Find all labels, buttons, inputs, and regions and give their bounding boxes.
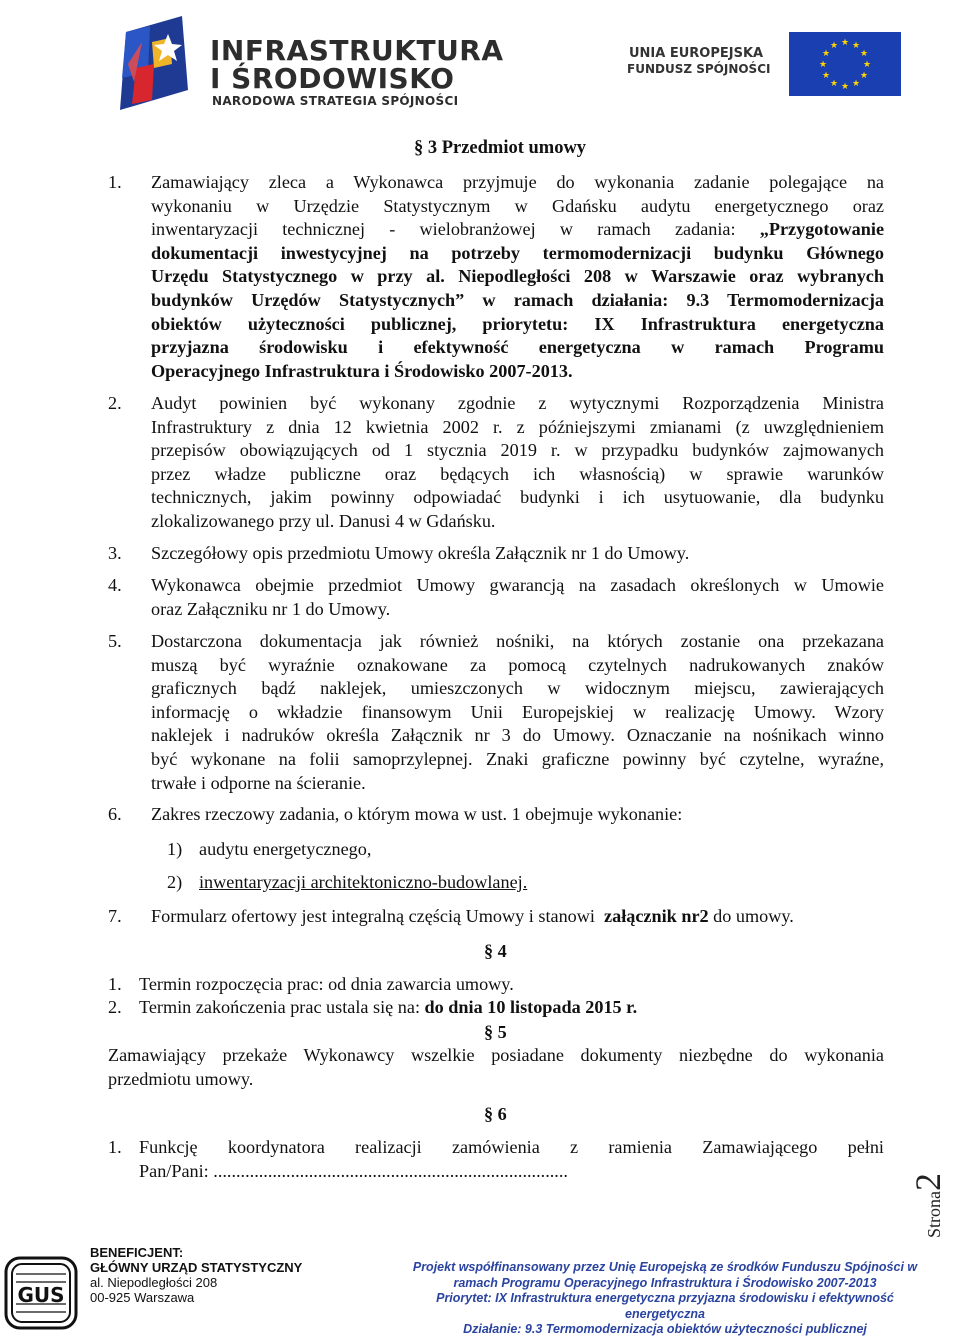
gus-emblem-icon [0, 1252, 86, 1338]
item-number: 1. [108, 172, 122, 192]
text-line: trwałe i odporne na ścieranie. [151, 772, 366, 793]
footer-line: BENEFICJENT: [90, 1245, 184, 1260]
text-line: przyjazna środowisku i efektywność energetyczna w ramach Programu [151, 337, 884, 358]
logo-ue-line1: UNIA EUROPEJSKA [629, 46, 764, 61]
logo-ue-line2: FUNDUSZ SPÓJNOŚCI [627, 62, 771, 76]
logo-is-line3: NARODOWA STRATEGIA SPÓJNOŚCI [212, 94, 459, 108]
item-number: 6. [108, 804, 122, 824]
footer-line: GŁÓWNY URZĄD STATYSTYCZNY [90, 1260, 303, 1275]
svg-text:★: ★ [840, 82, 850, 92]
footer-line: Działanie: 9.3 Termomodernizacja obiektów użyteczności publicznej [463, 1322, 867, 1336]
item-number: 2. [108, 997, 122, 1017]
footer-line: Priorytet: IX Infrastruktura energetyczna przyjazna środowisku i efektywność [436, 1291, 894, 1305]
text-plain: do umowy. [713, 906, 794, 926]
section-4-item-2 [139, 996, 637, 1020]
section-3-item-6: Zakres rzeczowy zadania, o którym mowa w ust. 1 obejmuje wykonanie: [151, 804, 683, 824]
svg-text:★: ★ [821, 49, 831, 59]
svg-text:★: ★ [829, 41, 839, 51]
text-line: obiektów użyteczności publicznej, priorytetu: IX Infrastruktura energetyczna [151, 313, 884, 334]
gus-logo [0, 1252, 86, 1338]
page-number: 2 [908, 1173, 948, 1191]
text-line: być wykonane na folii samoprzylepnej. Znaki graficzne powinny być czytelne, wyraźne, [151, 748, 884, 769]
svg-text:★: ★ [859, 49, 869, 59]
text-line: informację o wkładzie finansowym Unii Europejskiej w realizację Umowy. Wzory [151, 701, 884, 722]
item-number: 2. [108, 393, 122, 413]
section-6-title: § 6 [484, 1104, 507, 1124]
eu-cohesion-fund-logo [625, 32, 905, 96]
flag-logo-icon [112, 12, 198, 112]
sub-item-number: 2) [167, 872, 183, 892]
section-3-title: § 3 Przedmiot umowy [413, 138, 587, 158]
section-6-item-1 [139, 1136, 884, 1183]
svg-text:★: ★ [859, 71, 869, 81]
text-line: Dostarczona dokumentacja jak również nośniki, na których zostanie ona przekazana [151, 631, 884, 651]
text-plain: Formularz ofertowy jest integralną częścią Umowy i stanowi [151, 906, 595, 926]
section-3-item-4 [151, 574, 884, 621]
text-line: przedmiotu umowy. [108, 1068, 254, 1089]
page-number-vertical [900, 1150, 960, 1240]
footer-line: ramach Programu Operacyjnego Infrastruktura i Środowisko 2007-2013 [453, 1275, 877, 1290]
footer-beneficiary [90, 1245, 302, 1305]
infrastruktura-srodowisko-logo [112, 12, 504, 112]
text-plain: Termin zakończenia prac ustala się na: [139, 997, 420, 1017]
sub-item-number: 1) [167, 839, 183, 859]
text-bold: do dnia 10 listopada 2015 r. [424, 997, 638, 1017]
item-number: 5. [108, 631, 122, 651]
text-bold: załącznik nr2 [604, 906, 709, 926]
text-line: Infrastruktury z dnia 12 kwietnia 2002 r. z późniejszymi zmianami (z uwzględnieniem [151, 416, 884, 437]
text-line: zlokalizowanego przy ul. Danusi 4 w Gdańsku. [151, 510, 496, 531]
text-line: oraz Załączniku nr 1 do Umowy. [151, 598, 391, 619]
section-5-title: § 5 [484, 1022, 507, 1042]
logo-is-line2: I ŚRODOWISKO [210, 62, 455, 95]
text-line: budynków Urzędów Statystycznych” w ramach działania: 9.3 Termomodernizacja [151, 289, 884, 310]
section-3-item-5 [151, 630, 884, 795]
section-3-item-1 [151, 171, 884, 383]
text-line: muszą być wyraźnie oznakowane za pomocą czytelnych nadrukowanych znaków [151, 654, 884, 675]
footer-line: Projekt współfinansowany przez Unię Europejską ze środków Funduszu Spójności w [412, 1260, 918, 1274]
text-line: Zamawiający przekaże Wykonawcy wszelkie posiadane dokumenty niezbędne do wykonania [108, 1045, 884, 1065]
svg-text:★: ★ [851, 41, 861, 51]
text-line: technicznych, jakim powinny odpowiadać budynki i ich usytuowanie, dla budynku [151, 487, 884, 508]
gus-logo-text: GUS [17, 1283, 65, 1307]
svg-text:★: ★ [829, 79, 839, 89]
text-plain: Pan/Pani: .............................................................................. [139, 1160, 568, 1181]
logo-is-line1: INFRASTRUKTURA [210, 34, 504, 67]
page-label: Strona [924, 1191, 944, 1238]
text-line: Audyt powinien być wykonany zgodnie z wytycznymi Rozporządzenia Ministra [151, 393, 884, 413]
item-number: 7. [108, 906, 122, 926]
text-line: Zamawiający zleca a Wykonawca przyjmuje do wykonania zadanie polegające na [151, 172, 884, 192]
text-line: przez władze publiczne oraz będących ich własnością) w sprawie warunków [151, 463, 884, 484]
text-line: Funkcję koordynatora realizacji zamówienia z ramienia Zamawiającego pełni [139, 1137, 884, 1157]
section-5-body [108, 1044, 884, 1091]
sub-item-text: inwentaryzacji architektoniczno-budowlanej. [199, 872, 528, 892]
text-bold: „Przygotowanie [759, 219, 885, 240]
text-line: Wykonawca obejmie przedmiot Umowy gwarancją na zasadach określonych w Umowie [151, 575, 884, 595]
svg-text:★: ★ [818, 60, 828, 70]
section-3-item-2 [151, 392, 884, 534]
svg-text:★: ★ [851, 79, 861, 89]
footer-line: al. Niepodległości 208 [90, 1275, 218, 1290]
item-number: 1. [108, 974, 122, 994]
eu-flag-icon [789, 32, 901, 96]
text-line: wykonaniu w Urzędzie Statystycznym w Gdańsku audytu energetycznego oraz [151, 195, 884, 216]
text-line: Operacyjnego Infrastruktura i Środowisko 2007-2013. [151, 360, 573, 381]
text-line: Urzędu Statystycznego w przy al. Niepodległości 208 w Warszawie oraz wybranych [151, 266, 884, 287]
text-line: przepisów obowiązujących od 1 stycznia 2019 r. w przypadku budynków zajmowanych [151, 440, 884, 461]
text-line: naklejek i nadruków określa Załącznik nr 3 do Umowy. Oznaczanie na nośnikach winno [151, 725, 884, 746]
svg-text:★: ★ [862, 60, 872, 70]
text-plain: inwentaryzacji technicznej - wielobranżowej w ramach zadania: [151, 219, 736, 240]
footer-line: energetyczna [625, 1306, 705, 1321]
section-4-title: § 4 [484, 941, 507, 961]
footer-project-info [380, 1260, 950, 1338]
sub-item-text: audytu energetycznego, [199, 839, 372, 859]
section-4-item-1: Termin rozpoczęcia prac: od dnia zawarcia umowy. [139, 974, 514, 994]
footer-line: 00-925 Warszawa [90, 1290, 195, 1305]
item-number: 4. [108, 575, 122, 595]
text-line [139, 1160, 609, 1184]
item-number: 1. [108, 1137, 122, 1157]
text-line: graficznych bądź naklejek, umieszczonych w widocznym miejscu, zawierających [151, 678, 884, 699]
section-3-item-7 [151, 905, 891, 929]
item-number: 3. [108, 543, 122, 563]
svg-text:★: ★ [840, 38, 850, 48]
text-line [151, 218, 884, 242]
svg-text:★: ★ [821, 71, 831, 81]
text-line: dokumentacji inwestycyjnej na potrzeby termomodernizacji budynku Głównego [151, 242, 884, 263]
section-3-item-3: Szczegółowy opis przedmiotu Umowy określa Załącznik nr 1 do Umowy. [151, 543, 690, 563]
